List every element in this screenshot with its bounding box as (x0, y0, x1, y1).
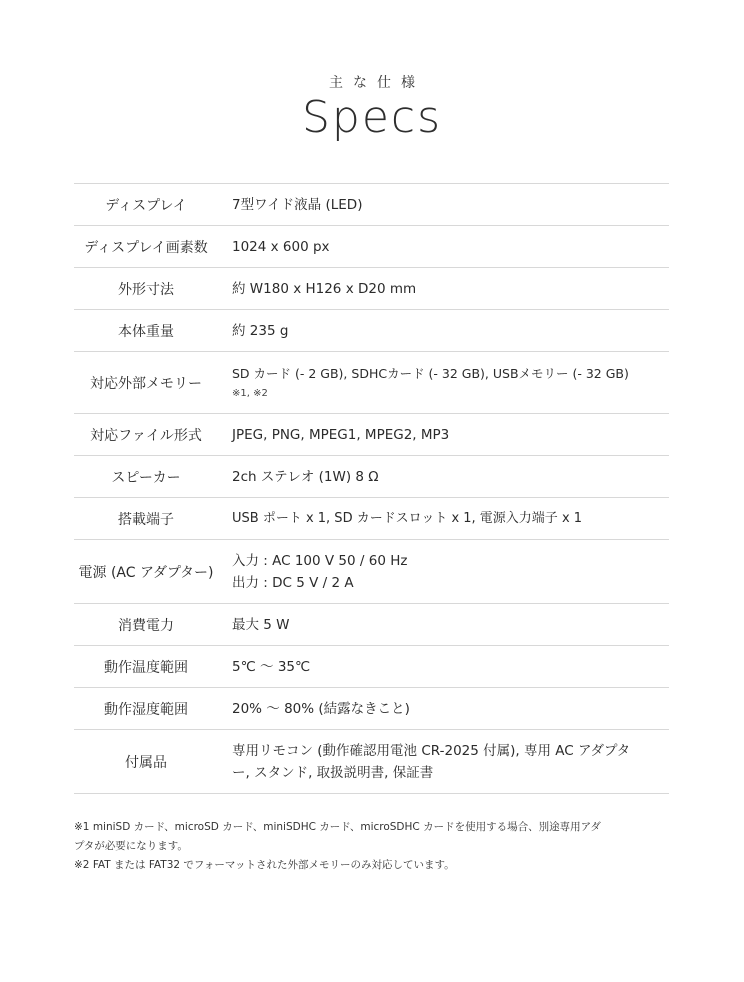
spec-label: 動作温度範囲 (104, 659, 188, 676)
section-subtitle: 主な仕様 (329, 75, 425, 91)
spec-value (218, 278, 669, 300)
footnote-line: ※2 FAT または FAT32 でフォーマットされた外部メモリーのみ対応しています。 (74, 859, 455, 871)
specs-table (74, 183, 669, 794)
spec-row-power-adapter (74, 540, 669, 604)
spec-value (218, 320, 669, 342)
spec-value-line: 出力 : DC 5 V / 2 A (232, 574, 354, 591)
spec-label: 消費電力 (118, 617, 174, 634)
spec-value-line: SD カード (- 2 GB), SDHCカード (- 32 GB), USBメモリー (- 32 GB) (232, 365, 629, 381)
spec-value (218, 508, 669, 530)
spec-value-line: 5℃ 〜 35℃ (232, 658, 311, 675)
page-title: Specs (301, 92, 443, 143)
spec-row-ports (74, 498, 669, 540)
footnote-line: ※1 miniSD カード、microSD カード、miniSDHC カード、microSDHC カードを使用する場合、別途専用アダ (74, 821, 601, 833)
spec-row-display (74, 184, 669, 226)
spec-label: 電源 (AC アダプター) (78, 564, 214, 581)
spec-row-operating-temperature (74, 646, 669, 688)
spec-value-line: 約 235 g (232, 322, 289, 339)
spec-value (218, 550, 669, 594)
spec-row-speaker (74, 456, 669, 498)
spec-value-line: ー, スタンド, 取扱説明書, 保証書 (232, 764, 434, 781)
footnotes (74, 818, 674, 875)
spec-value-line: 専用リモコン (動作確認用電池 CR-2025 付属), 専用 AC アダプタ (232, 742, 631, 759)
spec-value-line: USB ポート x 1, SD カードスロット x 1, 電源入力端子 x 1 (232, 510, 583, 526)
spec-value-line: 最大 5 W (232, 616, 290, 633)
spec-label: 搭載端子 (118, 511, 174, 528)
spec-row-accessories (74, 730, 669, 794)
spec-label: 外形寸法 (118, 281, 174, 298)
spec-label: 対応ファイル形式 (90, 427, 202, 444)
spec-value (218, 740, 669, 784)
spec-row-dimensions (74, 268, 669, 310)
spec-label: 動作湿度範囲 (104, 701, 188, 718)
spec-value-line: 20% 〜 80% (結露なきこと) (232, 700, 410, 717)
spec-value (218, 236, 669, 258)
spec-value (218, 363, 669, 403)
spec-label: ディスプレイ (105, 197, 187, 214)
spec-value-line: 1024 x 600 px (232, 238, 330, 255)
spec-value (218, 424, 669, 446)
spec-label: ディスプレイ画素数 (84, 239, 208, 256)
spec-row-weight (74, 310, 669, 352)
footnote-line: プタが必要になります。 (74, 840, 188, 852)
spec-label: 対応外部メモリー (90, 375, 202, 392)
spec-value-line: 2ch ステレオ (1W) 8 Ω (232, 468, 379, 485)
spec-row-operating-humidity (74, 688, 669, 730)
spec-value-line: JPEG, PNG, MPEG1, MPEG2, MP3 (232, 426, 450, 443)
spec-value-note: ※1, ※2 (232, 387, 268, 399)
spec-value-line: 約 W180 x H126 x D20 mm (232, 280, 417, 297)
spec-value (218, 656, 669, 678)
spec-row-memory (74, 352, 669, 414)
spec-row-file-formats (74, 414, 669, 456)
spec-value-line: 入力 : AC 100 V 50 / 60 Hz (232, 552, 408, 569)
spec-value (218, 698, 669, 720)
spec-label: 付属品 (125, 754, 167, 771)
spec-label: 本体重量 (118, 323, 174, 340)
spec-row-power-consumption (74, 604, 669, 646)
spec-value (218, 194, 669, 216)
spec-value (218, 466, 669, 488)
spec-row-resolution (74, 226, 669, 268)
spec-value-line: 7型ワイド液晶 (LED) (232, 196, 363, 213)
spec-label: スピーカー (111, 469, 181, 486)
spec-value (218, 614, 669, 636)
